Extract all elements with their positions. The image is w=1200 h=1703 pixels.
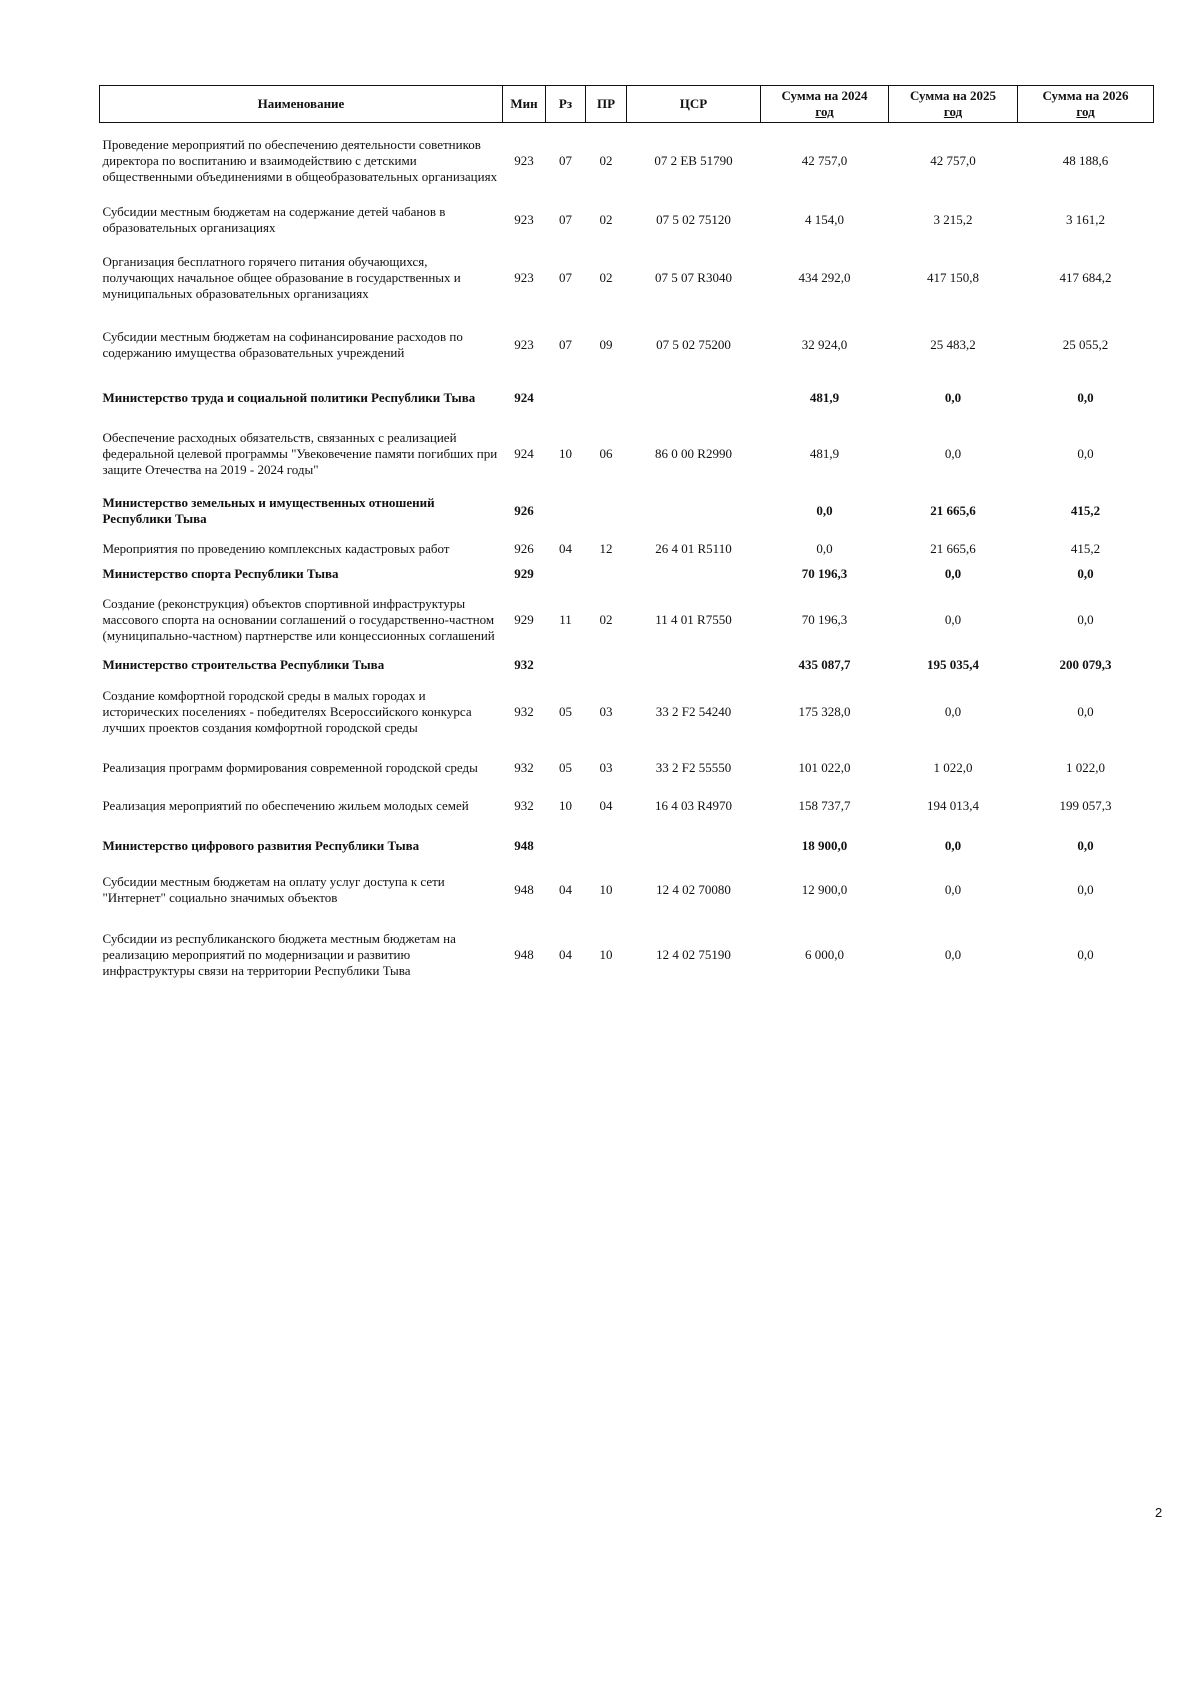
cell-sum-2026: 3 161,2 [1066, 211, 1105, 227]
cell-sum-2025: 0,0 [944, 837, 962, 853]
cell-sum-2026: 0,0 [1077, 565, 1094, 581]
cell-pr: 10 [599, 946, 613, 962]
cell-sum-2025: 25 483,2 [930, 336, 976, 352]
cell-sum-2024: 101 022,0 [798, 759, 851, 775]
table-row [100, 421, 1154, 487]
cell-sum-2026: 0,0 [1077, 881, 1094, 897]
cell-sum-2026: 415,2 [1070, 502, 1101, 518]
page-number: 2 [1155, 1505, 1163, 1520]
cell-min: 924 [514, 445, 534, 461]
header-csr: ЦСР [627, 86, 761, 123]
cell-name: Министерство цифрового развития Республики Тыва [102, 837, 420, 853]
cell-min: 923 [514, 211, 534, 227]
header-name: Наименование [100, 86, 503, 123]
table-row [100, 535, 1154, 563]
cell-rz: 10 [559, 797, 572, 813]
header-rz: Рз [546, 86, 586, 123]
cell-pr: 02 [599, 269, 613, 285]
cell-name: Субсидии местным бюджетам на оплату услуг доступа к сети "Интернет" социально значимых объектов [102, 873, 445, 905]
cell-min: 923 [514, 336, 534, 352]
cell-sum-2026: 199 057,3 [1059, 797, 1112, 813]
cell-sum-2026: 25 055,2 [1062, 336, 1109, 352]
cell-min: 932 [514, 759, 534, 775]
cell-rz: 10 [559, 445, 572, 461]
cell-sum-2026: 0,0 [1077, 837, 1094, 853]
cell-rz [546, 375, 586, 421]
cell-sum-2025: 195 035,4 [927, 656, 979, 672]
table-row [100, 675, 1154, 749]
cell-sum-2024: 0,0 [816, 540, 833, 556]
cell-sum-2025: 0,0 [944, 946, 962, 962]
table-body [100, 123, 1154, 997]
cell-rz: 05 [559, 703, 572, 719]
cell-rz: 11 [559, 611, 572, 627]
table-row [100, 787, 1154, 825]
cell-csr [627, 655, 761, 675]
cell-csr: 26 4 01 R5110 [655, 540, 732, 556]
cell-rz: 07 [559, 336, 572, 352]
cell-sum-2024: 434 292,0 [798, 269, 851, 285]
cell-sum-2026: 200 079,3 [1059, 656, 1112, 672]
cell-sum-2026: 0,0 [1077, 445, 1094, 461]
table-row [100, 749, 1154, 787]
cell-sum-2026: 48 188,6 [1062, 152, 1109, 168]
cell-name: Министерство труда и социальной политики Республики Тыва [102, 389, 476, 405]
cell-csr: 07 5 07 R3040 [655, 269, 732, 285]
cell-csr: 86 0 00 R2990 [655, 445, 732, 461]
cell-pr: 12 [599, 540, 613, 556]
cell-sum-2026: 0,0 [1077, 611, 1094, 627]
cell-csr: 16 4 03 R4970 [655, 797, 732, 813]
cell-csr: 11 4 01 R7550 [655, 611, 732, 627]
cell-min: 929 [514, 565, 534, 581]
cell-sum-2024: 70 196,3 [801, 611, 848, 627]
cell-min: 924 [514, 389, 534, 405]
cell-sum-2026: 1 022,0 [1066, 759, 1105, 775]
cell-min: 926 [514, 502, 534, 518]
cell-min: 948 [514, 837, 534, 853]
cell-csr [627, 487, 761, 535]
cell-pr: 02 [599, 611, 613, 627]
cell-rz [546, 563, 586, 585]
cell-rz: 04 [559, 881, 572, 897]
cell-csr: 07 5 02 75200 [656, 336, 731, 352]
cell-csr [627, 375, 761, 421]
cell-sum-2024: 0,0 [816, 502, 833, 518]
table-row [100, 315, 1154, 375]
cell-min: 926 [514, 540, 534, 556]
cell-name: Мероприятия по проведению комплексных кадастровых работ [102, 540, 450, 556]
cell-name: Субсидии местным бюджетам на софинансирование расходов по содержанию имущества образовательных учреждений [102, 328, 463, 360]
cell-name: Создание (реконструкция) объектов спортивной инфраструктуры массового спорта на основании соглашений о государственно-частном (муниципально-частном) партнерстве или концессионных соглашений [102, 595, 495, 643]
cell-sum-2026: 0,0 [1077, 703, 1094, 719]
cell-sum-2024: 481,9 [809, 389, 840, 405]
cell-pr [586, 563, 627, 585]
cell-pr [586, 375, 627, 421]
cell-csr [627, 563, 761, 585]
cell-sum-2024: 12 900,0 [801, 881, 848, 897]
cell-rz [546, 825, 586, 867]
cell-csr: 07 5 02 75120 [656, 211, 731, 227]
cell-min: 923 [514, 152, 534, 168]
header-pr: ПР [586, 86, 627, 123]
cell-sum-2025: 0,0 [944, 611, 962, 627]
cell-rz: 07 [559, 269, 572, 285]
cell-sum-2024: 18 900,0 [801, 837, 848, 853]
table-row [100, 199, 1154, 241]
cell-sum-2025: 417 150,8 [927, 269, 979, 285]
cell-sum-2026: 0,0 [1077, 389, 1094, 405]
cell-name: Министерство земельных и имущественных отношений Республики Тыва [102, 494, 435, 526]
section-row [100, 487, 1154, 535]
table-row [100, 241, 1154, 315]
cell-pr: 02 [599, 152, 613, 168]
cell-sum-2025: 3 215,2 [933, 211, 973, 227]
cell-sum-2026: 0,0 [1077, 946, 1094, 962]
cell-pr: 06 [599, 445, 613, 461]
cell-sum-2025: 0,0 [944, 445, 962, 461]
cell-csr: 07 2 EB 51790 [654, 152, 733, 168]
cell-sum-2026: 417 684,2 [1059, 269, 1112, 285]
cell-min: 948 [514, 946, 534, 962]
cell-sum-2025: 0,0 [944, 703, 962, 719]
cell-sum-2024: 158 737,7 [798, 797, 851, 813]
cell-pr: 03 [599, 703, 613, 719]
cell-sum-2025: 42 757,0 [930, 152, 976, 168]
header-sum-2025: Сумма на 2025 год [889, 86, 1018, 123]
budget-table [99, 85, 1154, 997]
cell-csr [627, 825, 761, 867]
cell-name: Реализация мероприятий по обеспечению жильем молодых семей [102, 797, 469, 813]
cell-rz [546, 487, 586, 535]
cell-csr: 33 2 F2 54240 [655, 703, 732, 719]
cell-min: 932 [514, 797, 534, 813]
header-sum-2026: Сумма на 2026 год [1018, 86, 1154, 123]
cell-rz [546, 655, 586, 675]
cell-min: 932 [514, 703, 534, 719]
cell-sum-2024: 435 087,7 [798, 656, 851, 672]
cell-rz: 05 [559, 759, 572, 775]
cell-pr [586, 487, 627, 535]
cell-rz: 07 [559, 211, 572, 227]
cell-sum-2024: 175 328,0 [798, 703, 851, 719]
cell-pr [586, 825, 627, 867]
cell-sum-2025: 21 665,6 [930, 502, 976, 518]
table-header-row [100, 86, 1154, 123]
cell-sum-2024: 6 000,0 [805, 946, 844, 962]
cell-sum-2025: 0,0 [944, 389, 962, 405]
header-min: Мин [503, 86, 546, 123]
section-row [100, 563, 1154, 585]
cell-name: Субсидии местным бюджетам на содержание детей чабанов в образовательных организациях [102, 203, 446, 235]
cell-pr: 09 [599, 336, 613, 352]
cell-min: 948 [514, 881, 534, 897]
cell-csr: 12 4 02 70080 [656, 881, 731, 897]
cell-min: 929 [514, 611, 534, 627]
cell-name: Субсидии из республиканского бюджета местным бюджетам на реализацию мероприятий по модернизации и развитию инфраструктуры связи на территории Республики Тыва [102, 930, 456, 978]
cell-sum-2025: 0,0 [944, 565, 962, 581]
cell-sum-2024: 481,9 [809, 445, 840, 461]
cell-min: 932 [514, 656, 534, 672]
cell-sum-2026: 415,2 [1070, 540, 1101, 556]
cell-pr: 02 [599, 211, 613, 227]
cell-rz: 04 [559, 946, 572, 962]
cell-name: Организация бесплатного горячего питания обучающихся, получающих начальное общее образование в государственных и муниципальных образовательных организациях [102, 253, 461, 301]
cell-pr [586, 655, 627, 675]
cell-sum-2024: 4 154,0 [805, 211, 844, 227]
section-row [100, 825, 1154, 867]
table-row [100, 913, 1154, 997]
cell-name: Реализация программ формирования современной городской среды [102, 759, 478, 775]
cell-sum-2024: 32 924,0 [801, 336, 848, 352]
cell-name: Министерство строительства Республики Тыва [102, 656, 385, 672]
table-row [100, 585, 1154, 655]
cell-rz: 04 [559, 540, 572, 556]
cell-name: Обеспечение расходных обязательств, связанных с реализацией федеральной целевой программы "Увековечение памяти погибших при защите Отечества на 2019 - 2024 годы" [102, 429, 498, 477]
cell-sum-2024: 70 196,3 [801, 565, 848, 581]
cell-sum-2024: 42 757,0 [801, 152, 848, 168]
cell-sum-2025: 0,0 [944, 881, 962, 897]
cell-csr: 33 2 F2 55550 [655, 759, 732, 775]
cell-name: Проведение мероприятий по обеспечению деятельности советников директора по воспитанию и взаимодействию с детскими общественными объединениями в общеобразовательных организациях [102, 136, 498, 184]
table-row [100, 867, 1154, 913]
section-row [100, 375, 1154, 421]
table-row [100, 123, 1154, 199]
cell-rz: 07 [559, 152, 572, 168]
section-row [100, 655, 1154, 675]
cell-sum-2025: 194 013,4 [927, 797, 979, 813]
cell-sum-2025: 1 022,0 [933, 759, 973, 775]
cell-sum-2025: 21 665,6 [930, 540, 976, 556]
cell-pr: 04 [599, 797, 613, 813]
cell-csr: 12 4 02 75190 [656, 946, 731, 962]
header-sum-2024: Сумма на 2024 год [761, 86, 889, 123]
cell-pr: 03 [599, 759, 613, 775]
cell-min: 923 [514, 269, 534, 285]
cell-pr: 10 [599, 881, 613, 897]
cell-name: Создание комфортной городской среды в малых городах и исторических поселениях - победителях Всероссийского конкурса лучших проектов создания комфортной городской среды [102, 687, 472, 735]
cell-name: Министерство спорта Республики Тыва [102, 565, 339, 581]
